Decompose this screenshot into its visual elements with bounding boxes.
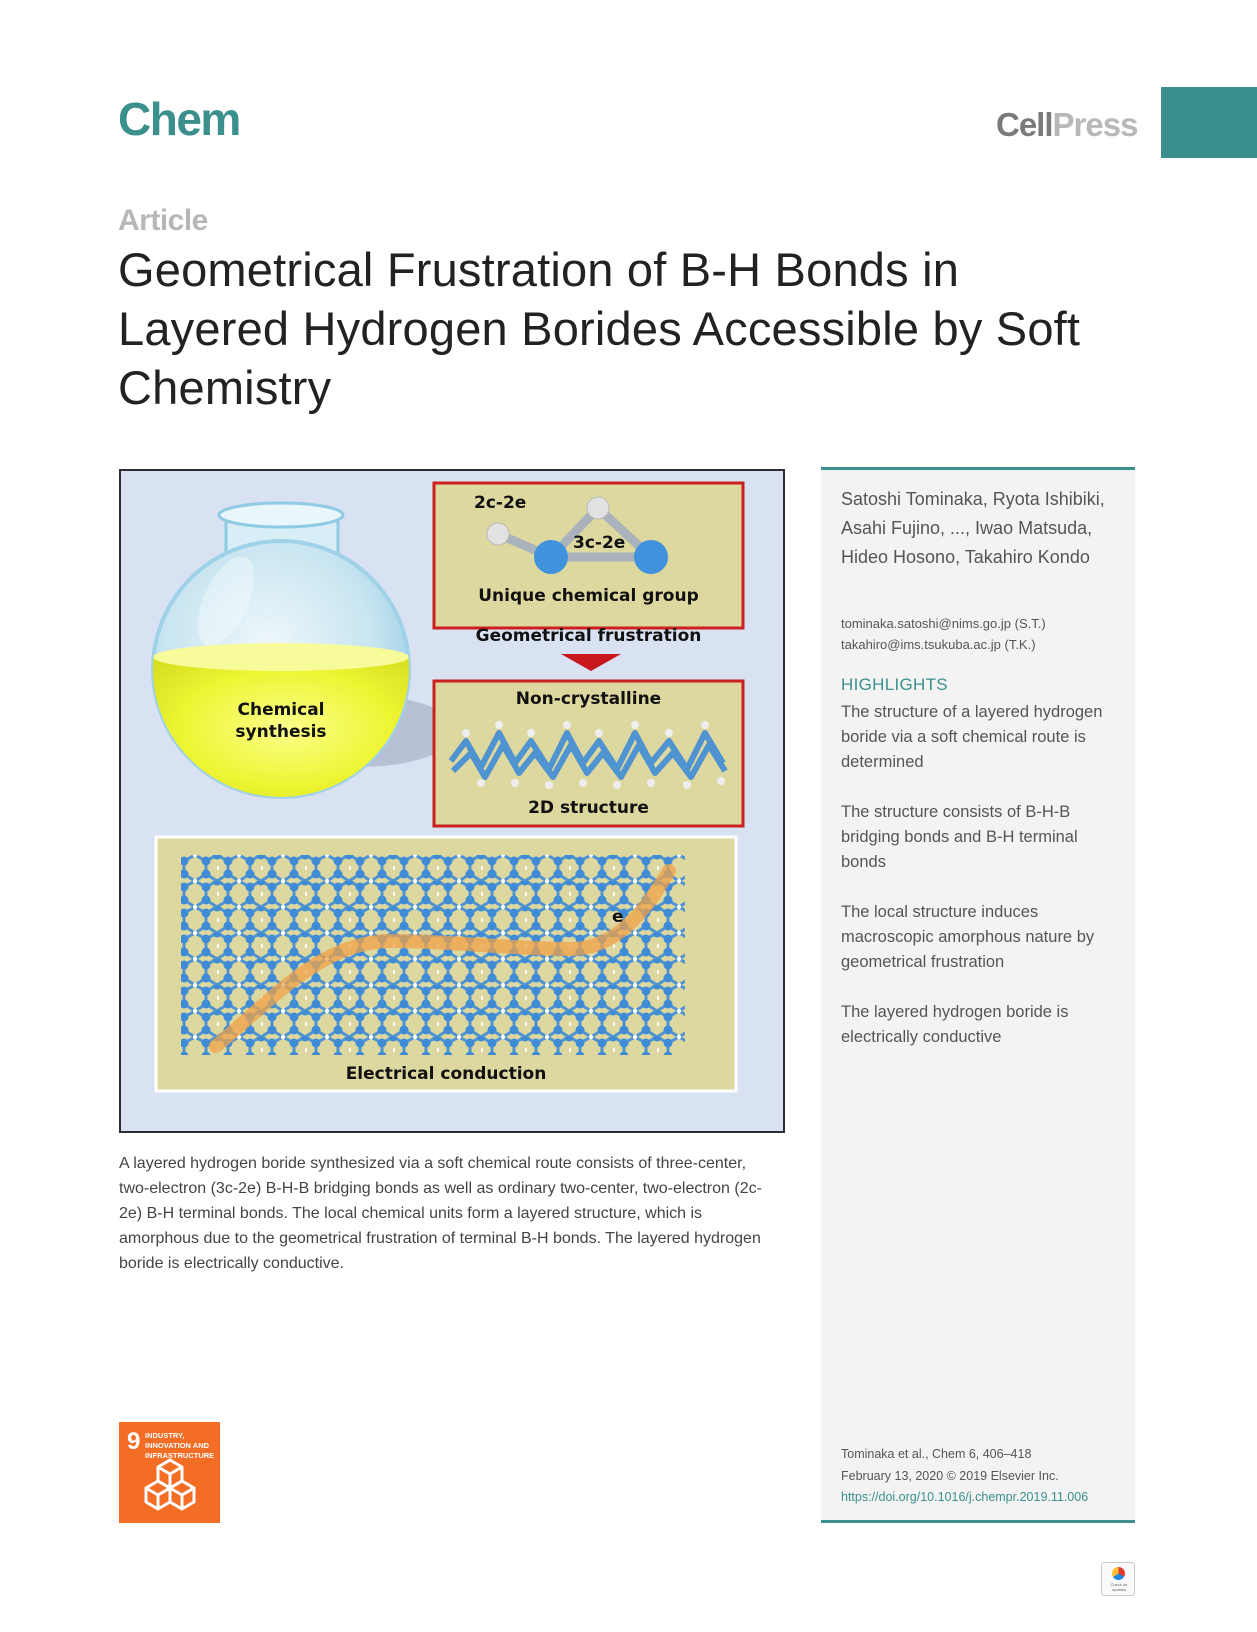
email-list <box>841 613 1046 655</box>
doi-link[interactable]: https://doi.org/10.1016/j.chempr.2019.11.006 <box>841 1490 1089 1504</box>
highlight-item: The layered hydrogen boride is electrically conductive <box>841 1003 1069 1046</box>
highlight-item: The structure consists of B-H-B bridging bonds and B-H terminal bonds <box>841 803 1078 871</box>
label-non-crystalline: Non-crystalline <box>515 689 662 709</box>
check-updates-label: Check for updates <box>1110 1582 1128 1592</box>
highlights-heading: HIGHLIGHTS <box>841 675 948 694</box>
label-3c-2e: 3c-2e <box>573 533 626 553</box>
graphical-abstract <box>119 469 785 1133</box>
publisher-logo-part1: Cell <box>996 106 1053 143</box>
email-link[interactable]: takahiro@ims.tsukuba.ac.jp (T.K.) <box>841 637 1036 652</box>
highlights-list <box>841 700 1126 1075</box>
label-2d-structure: 2D structure <box>528 798 649 818</box>
graphical-abstract-caption: A layered hydrogen boride synthesized via a soft chemical route consists of three-center, two-electron (3c-2e) B-H-B bridging bonds as well as ordinary two-center, two-electron (2c-2e) B-H terminal bonds. The local chemical units form a layered structure, which is amorphous due to the geometrical frustration of terminal B-H bonds. The layered hydrogen boride is electrically conductive. <box>119 1155 762 1272</box>
article-info-sidebar <box>821 467 1135 1523</box>
cubes-icon <box>143 1458 197 1514</box>
publisher-logo-part2: Press <box>1052 106 1138 143</box>
email-link[interactable]: tominaka.satoshi@nims.go.jp (S.T.) <box>841 616 1046 631</box>
label-chemical-synthesis: Chemical synthesis <box>235 700 327 742</box>
corner-color-tab <box>1161 87 1257 158</box>
citation-journal: Tominaka et al., Chem 6, 406–418 <box>841 1447 1032 1461</box>
citation-date: February 13, 2020 © 2019 Elsevier Inc. <box>841 1468 1059 1483</box>
citation-block <box>841 1444 1088 1509</box>
label-unique-chemical-group: Unique chemical group <box>478 586 699 606</box>
label-geometrical-frustration: Geometrical frustration <box>475 626 702 646</box>
sdg-badge <box>119 1422 220 1523</box>
label-electrical-conduction: Electrical conduction <box>345 1064 547 1084</box>
journal-logo: Chem <box>118 93 240 145</box>
sdg-number: 9 <box>127 1428 141 1455</box>
label-electron: e <box>612 907 624 927</box>
highlight-item: The structure of a layered hydrogen boride via a soft chemical route is determined <box>841 703 1103 771</box>
label-2c-2e: 2c-2e <box>474 493 527 513</box>
highlight-item: The local structure induces macroscopic amorphous nature by geometrical frustration <box>841 903 1095 971</box>
author-list: Satoshi Tominaka, Ryota Ishibiki, Asahi Fujino, ..., Iwao Matsuda, Hideo Hosono, Takahiro Kondo <box>841 489 1105 567</box>
article-title: Geometrical Frustration of B-H Bonds in Layered Hydrogen Borides Accessible by Soft Chemistry <box>118 243 1081 414</box>
check-for-updates-badge[interactable] <box>1101 1562 1135 1596</box>
publisher-logo <box>996 106 1137 144</box>
update-check-icon <box>1112 1567 1125 1580</box>
sdg-label: INDUSTRY, INNOVATION AND INFRASTRUCTURE <box>145 1431 215 1460</box>
article-type: Article <box>118 204 208 237</box>
